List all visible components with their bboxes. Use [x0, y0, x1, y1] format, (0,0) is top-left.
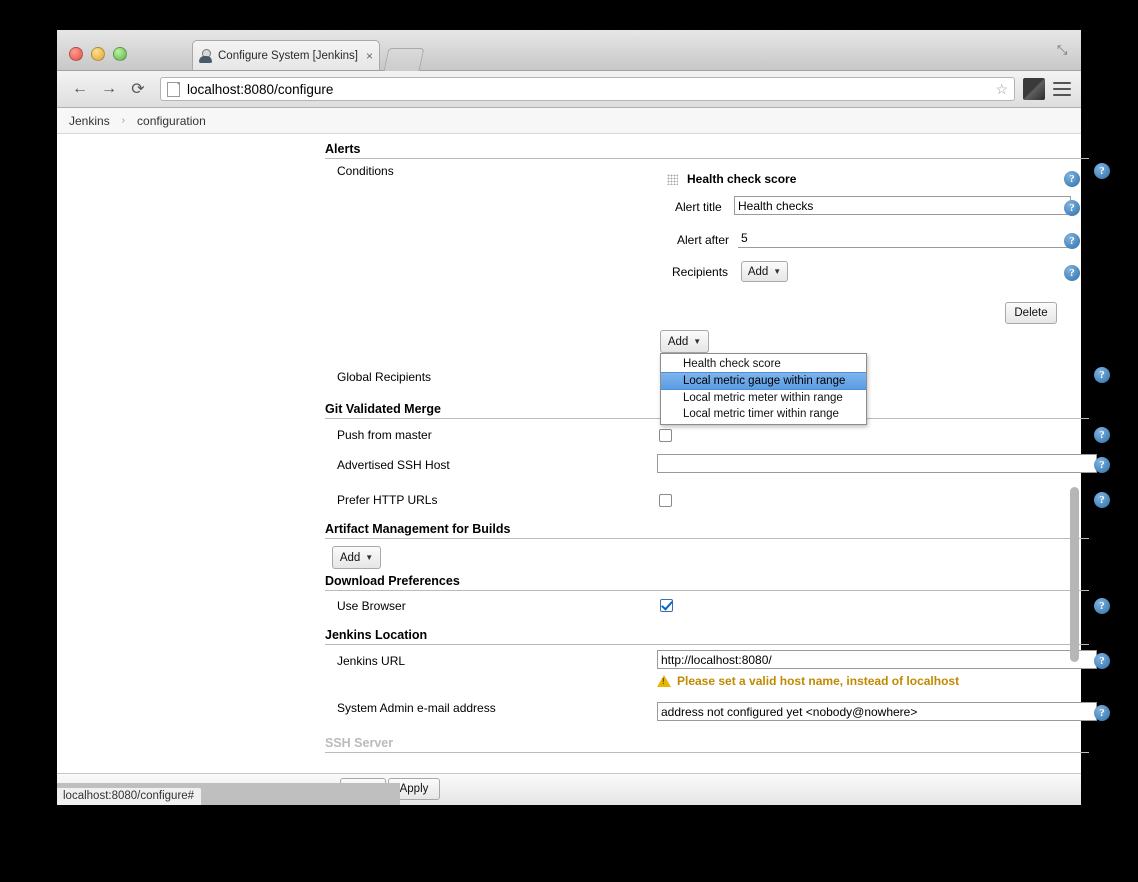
- help-icon-conditions[interactable]: ?: [1094, 163, 1110, 179]
- advertised-ssh-host-input[interactable]: [657, 454, 1097, 473]
- dropdown-item-1[interactable]: Local metric gauge within range: [661, 372, 866, 390]
- status-bar: localhost:8080/configure#: [57, 787, 202, 805]
- bookmark-star-icon[interactable]: ☆: [995, 80, 1008, 97]
- maximize-window-button[interactable]: [113, 47, 127, 61]
- help-icon-prefer-http-urls[interactable]: ?: [1094, 492, 1110, 508]
- use-browser-checkbox[interactable]: [660, 599, 673, 612]
- recipients-label: Recipients: [672, 265, 729, 279]
- help-icon-condition[interactable]: ?: [1064, 171, 1080, 187]
- admin-email-label: System Admin e-mail address: [337, 701, 496, 715]
- breadcrumb-current[interactable]: configuration: [137, 113, 206, 128]
- browser-tab[interactable]: [192, 40, 380, 70]
- browser-menu-icon[interactable]: [1053, 82, 1071, 96]
- drag-handle-icon[interactable]: [667, 174, 678, 185]
- address-bar-text: [187, 82, 333, 97]
- dropdown-item-0[interactable]: Health check score: [683, 358, 781, 370]
- add-condition-dropdown[interactable]: [660, 353, 867, 425]
- reload-icon[interactable]: ⟳: [131, 81, 145, 98]
- push-from-master-checkbox[interactable]: [659, 429, 672, 442]
- jenkins-favicon-icon: [199, 49, 213, 63]
- help-icon-admin-email[interactable]: ?: [1094, 705, 1110, 721]
- artifact-management-add-label: Add: [339, 551, 361, 564]
- section-title-alerts: Alerts: [325, 142, 1089, 159]
- help-icon-alert-title[interactable]: ?: [1064, 200, 1080, 216]
- artifact-management-add-button[interactable]: [332, 546, 381, 569]
- dropdown-item-3[interactable]: Local metric timer within range: [683, 408, 839, 420]
- alert-title-label: Alert title: [675, 200, 722, 214]
- help-icon-alert-after[interactable]: ?: [1064, 233, 1080, 249]
- jenkins-url-warning-text: Please set a valid host name, instead of localhost: [677, 674, 960, 688]
- prefer-http-urls-checkbox[interactable]: [659, 494, 672, 507]
- minimize-window-button[interactable]: [91, 47, 105, 61]
- help-icon-push-from-master[interactable]: ?: [1094, 427, 1110, 443]
- back-icon[interactable]: ←: [72, 80, 88, 97]
- conditions-add-label: Add: [667, 335, 689, 348]
- admin-email-input[interactable]: [657, 702, 1097, 721]
- chevron-down-icon: ▼: [693, 337, 702, 346]
- conditions-label: Conditions: [337, 164, 394, 178]
- alert-after-input[interactable]: [738, 229, 1071, 248]
- recipients-add-label: Add: [747, 265, 769, 278]
- forward-icon[interactable]: →: [101, 80, 117, 97]
- browser-toolbar: [57, 71, 1081, 108]
- close-tab-icon[interactable]: ×: [365, 48, 373, 63]
- breadcrumb: [57, 108, 1081, 134]
- new-tab-button[interactable]: [384, 48, 425, 71]
- jenkins-url-input[interactable]: [657, 650, 1097, 669]
- section-title-download-preferences: Download Preferences: [325, 574, 1089, 591]
- window-controls: [69, 47, 127, 61]
- page-scrollbar[interactable]: [1070, 135, 1079, 803]
- jenkins-url-label: Jenkins URL: [337, 654, 406, 668]
- section-title-artifact-management: Artifact Management for Builds: [325, 522, 1089, 539]
- page-scrollbar-thumb[interactable]: [1070, 487, 1079, 662]
- close-window-button[interactable]: [69, 47, 83, 61]
- address-path: /configure: [274, 81, 334, 97]
- help-icon-recipients[interactable]: ?: [1064, 265, 1080, 281]
- conditions-add-button[interactable]: [660, 330, 709, 353]
- dropdown-item-2[interactable]: Local metric meter within range: [683, 392, 843, 404]
- extension-icon[interactable]: [1023, 78, 1045, 100]
- section-title-jenkins-location: Jenkins Location: [325, 628, 1089, 645]
- chevron-down-icon: ▼: [365, 553, 374, 562]
- browser-tab-label: Configure System [Jenkins]: [218, 49, 358, 62]
- address-bar[interactable]: [160, 77, 1015, 101]
- fullscreen-icon[interactable]: ⤡: [1057, 42, 1068, 57]
- help-icon-advertised-ssh-host[interactable]: ?: [1094, 457, 1110, 473]
- section-title-git-validated-merge: Git Validated Merge: [325, 402, 1089, 419]
- recipients-add-button[interactable]: [741, 261, 788, 282]
- apply-button[interactable]: Apply: [388, 778, 440, 800]
- use-browser-label: Use Browser: [337, 599, 406, 613]
- delete-condition-button[interactable]: Delete: [1005, 302, 1057, 324]
- push-from-master-label: Push from master: [337, 428, 432, 442]
- window-titlebar: [57, 30, 1081, 71]
- advertised-ssh-host-label: Advertised SSH Host: [337, 458, 450, 472]
- page-info-icon: [167, 82, 180, 97]
- help-icon-jenkins-url[interactable]: ?: [1094, 653, 1110, 669]
- section-title-ssh-server: SSH Server: [325, 736, 1089, 753]
- prefer-http-urls-label: Prefer HTTP URLs: [337, 493, 438, 507]
- configure-system-page: [57, 134, 1105, 805]
- chevron-down-icon: ▼: [773, 267, 782, 276]
- help-icon-global-recipients[interactable]: ?: [1094, 367, 1110, 383]
- address-host: localhost:8080: [187, 81, 275, 97]
- condition-name: Health check score: [687, 172, 797, 186]
- help-icon-use-browser[interactable]: ?: [1094, 598, 1110, 614]
- jenkins-url-warning: [657, 674, 959, 688]
- warning-icon: [657, 675, 671, 687]
- alert-title-input[interactable]: [734, 196, 1071, 215]
- alert-after-label: Alert after: [677, 233, 730, 247]
- browser-window: [57, 30, 1105, 805]
- breadcrumb-separator-icon: ›: [121, 115, 126, 126]
- global-recipients-label: Global Recipients: [337, 370, 432, 384]
- breadcrumb-root[interactable]: Jenkins: [69, 113, 110, 128]
